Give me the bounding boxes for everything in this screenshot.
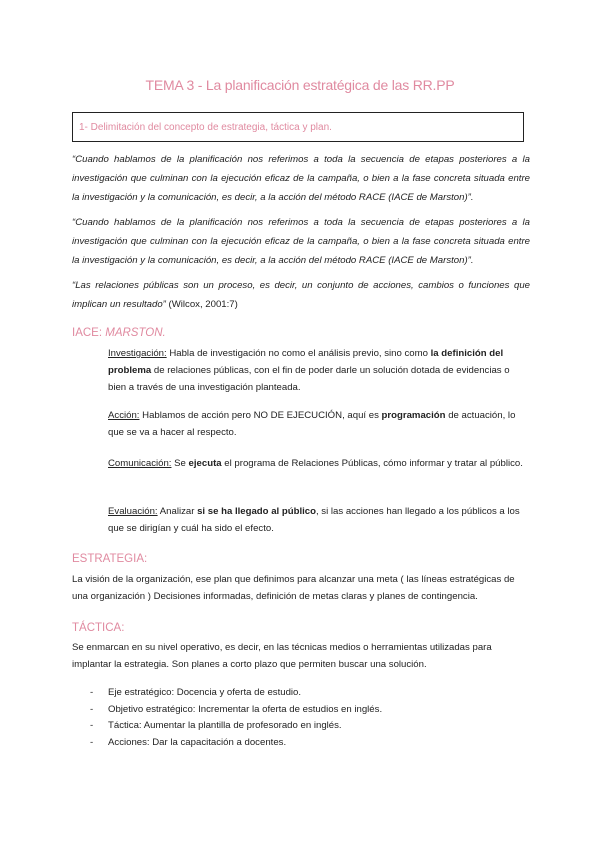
- bullet-dash: -: [90, 720, 94, 731]
- text: , si las acciones han llegado a los públicos a los que se dirigían y cuál ha sido el efecto.: [108, 506, 520, 534]
- text: Analizar: [157, 506, 198, 517]
- iace-heading-marston: MARSTON.: [105, 327, 166, 339]
- text: Hablamos de acción pero NO DE EJECUCIÓN, aquí es: [139, 410, 382, 421]
- list-item-text: Acciones: Dar la capacitación a docentes.: [108, 736, 287, 748]
- list-item: [90, 718, 382, 735]
- text: el programa de Relaciones Públicas, cómo informar y tratar al público.: [221, 458, 523, 469]
- quote-2: [72, 213, 530, 270]
- iace-heading: [72, 327, 166, 339]
- tactica-heading: TÁCTICA:: [72, 622, 125, 634]
- term: Comunicación:: [108, 458, 172, 469]
- text: de actuación, lo que se va a hacer al respecto.: [108, 410, 516, 438]
- bullet-dash: -: [90, 687, 94, 698]
- text: Habla de investigación no como el análisis previo, sino como: [166, 348, 431, 359]
- iace-item-investigacion: [108, 345, 526, 396]
- quote-1: [72, 150, 530, 207]
- bold-text: la definición del problema: [108, 348, 504, 376]
- quote-3: [72, 276, 530, 314]
- quote-3-text: “Las relaciones públicas son un proceso, es decir, un conjunto de acciones, cambios o funciones que implican un resultado”: [72, 280, 530, 310]
- list-item-text: Eje estratégico: Docencia y oferta de estudio.: [108, 687, 302, 698]
- page-title: TEMA 3 - La planificación estratégica de las RR.PP: [145, 77, 455, 93]
- bullet-dash: -: [90, 703, 94, 715]
- term: Evaluación:: [108, 506, 158, 517]
- list-item: [90, 685, 382, 702]
- iace-item-evaluacion: [108, 503, 526, 537]
- estrategia-text: La visión de la organización, ese plan que definimos para alcanzar una meta ( las líneas estratégicas de una organización ) Decisiones informadas, definición de metas claras y planes de contingencia.: [72, 574, 515, 602]
- iace-item-comunicacion: [108, 455, 526, 472]
- term: Acción:: [108, 410, 140, 421]
- tactica-list: [90, 685, 382, 751]
- list-item: [90, 702, 382, 719]
- text: de relaciones públicas, con el fin de poder darle un solución dotada de evidencias o bien a través de una investigación planteada.: [108, 365, 510, 393]
- quote-3-citation: (Wilcox, 2001:7): [165, 299, 238, 310]
- list-item-text: Táctica: Aumentar la plantilla de profesorado en inglés.: [108, 720, 342, 731]
- tactica-text: Se enmarcan en su nivel operativo, es decir, en las técnicas medios o herramientas utilizadas para implantar la estrategia. Son planes a corto plazo que permiten buscar una solución.: [72, 642, 492, 670]
- list-item-text: Objetivo estratégico: Incrementar la oferta de estudios en inglés.: [108, 703, 383, 715]
- quote-2-text: “Cuando hablamos de la planificación nos referimos a toda la secuencia de etapas posteriores a la investigación que culminan con la ejecución eficaz de la campaña, o bien a la fase concreta situada entre la investigación y la comunicación, es decir, a la acción del método RACE (IACE de Marston)”.: [72, 217, 530, 266]
- bold-text: si se ha llegado al público: [197, 506, 316, 517]
- estrategia-heading: ESTRATEGIA:: [72, 553, 148, 565]
- term: Investigación:: [108, 348, 167, 359]
- iace-heading-label: IACE:: [72, 327, 106, 339]
- bold-text: ejecuta: [188, 458, 222, 469]
- iace-item-accion: [108, 407, 526, 441]
- list-item: [90, 735, 382, 752]
- text: Se: [171, 458, 189, 469]
- bullet-dash: -: [90, 736, 94, 748]
- bold-text: programación: [381, 410, 446, 421]
- section-heading-box: 1- Delimitación del concepto de estrategia, táctica y plan.: [72, 112, 524, 142]
- quote-1-text: “Cuando hablamos de la planificación nos referimos a toda la secuencia de etapas posteriores a la investigación que culminan con la ejecución eficaz de la campaña, o bien a la fase concreta situada entre la investigación y la comunicación, es decir, a la acción del método RACE (IACE de Marston)”.: [72, 154, 530, 203]
